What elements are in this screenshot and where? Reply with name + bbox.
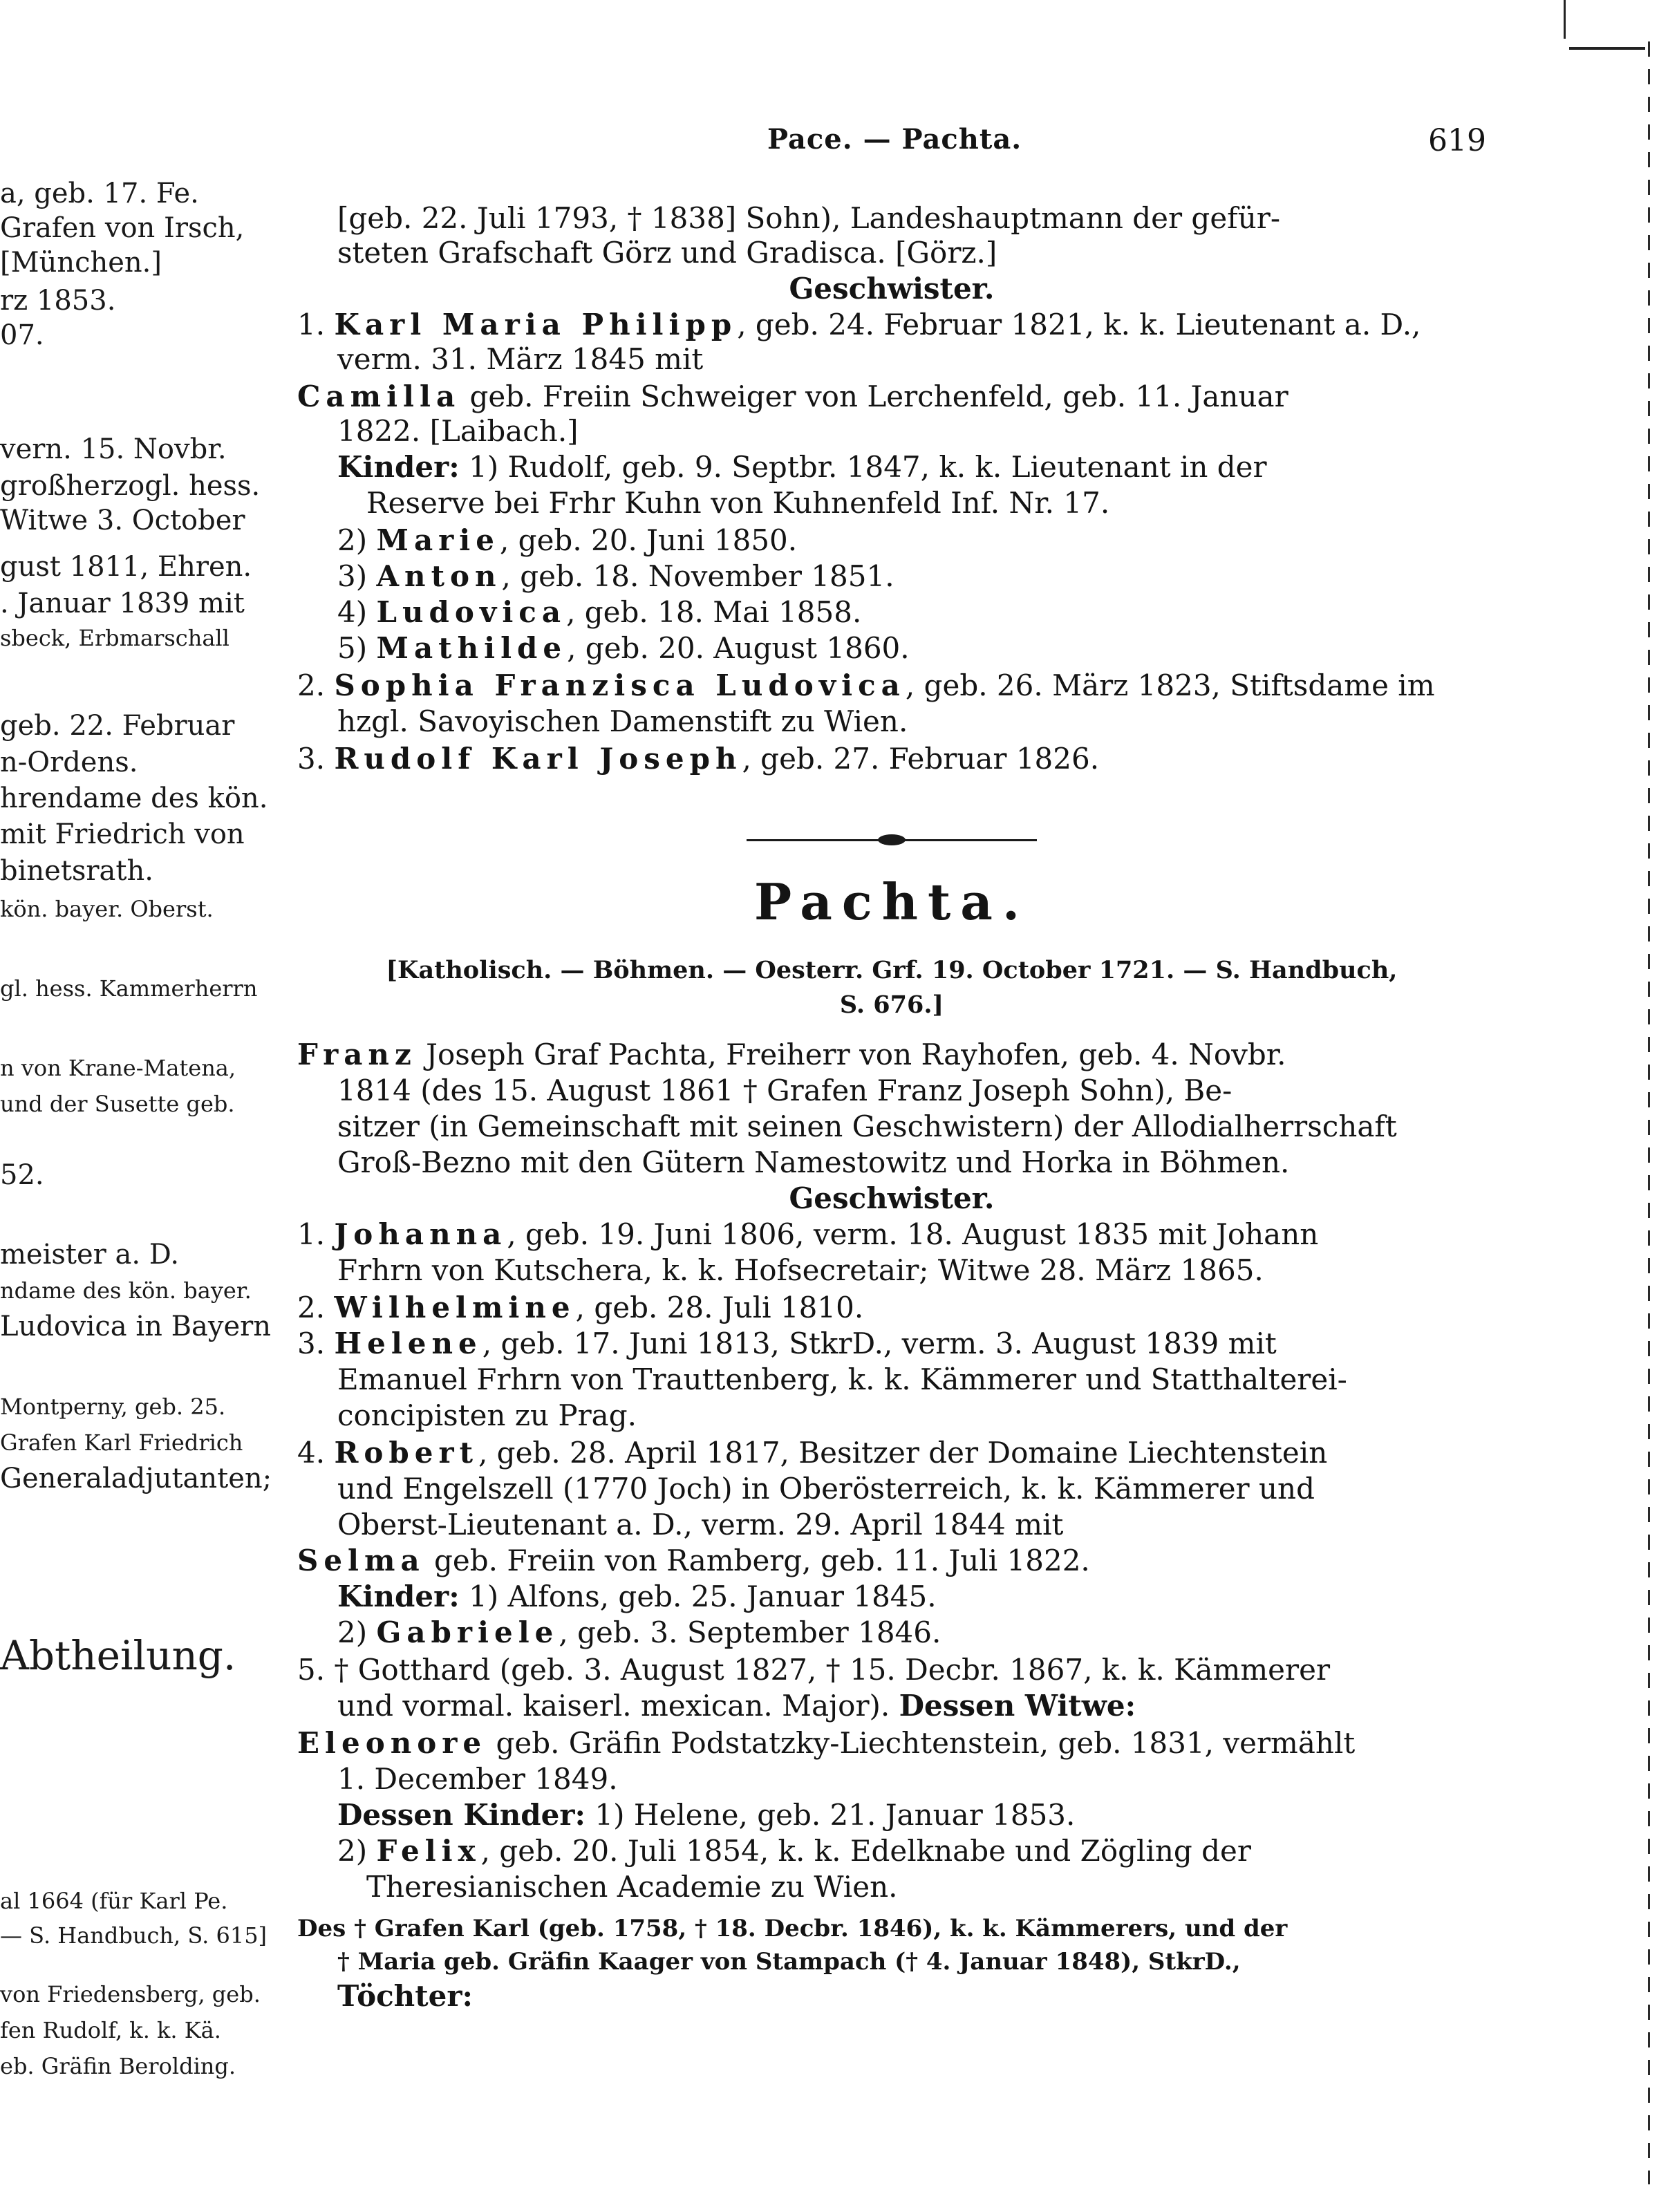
left-page-line: großherzogl. hess.	[0, 470, 261, 502]
line-text: geb. Gräfin Podstatzky-Liechtenstein, geb. 1831, vermählt	[487, 1726, 1356, 1760]
pachta-line	[337, 1579, 937, 1615]
left-page-line: rz 1853.	[0, 285, 116, 317]
line-text: und Engelszell (1770 Joch) in Oberösterreich, k. k. Kämmerer und	[337, 1472, 1315, 1506]
closing-line: † Maria geb. Gräfin Kaager von Stampach († 4. Januar 1848), StkrD.,	[337, 1948, 1241, 1976]
pace-line	[366, 485, 1109, 521]
page-number: 619	[1428, 123, 1486, 158]
pace-line	[297, 307, 1421, 343]
pace-line	[337, 704, 908, 740]
person-name: Gabriele	[376, 1615, 559, 1649]
line-text: , geb. 28. April 1817, Besitzer der Domaine Liechtenstein	[478, 1436, 1328, 1470]
person-name: Eleonore	[297, 1726, 487, 1760]
person-name: Selma	[297, 1544, 425, 1577]
line-text: , geb. 18. Mai 1858.	[566, 595, 862, 629]
left-page-line: 07.	[0, 319, 44, 351]
line-text: , geb. 27. Februar 1826.	[742, 742, 1100, 776]
bold-label: Kinder:	[337, 450, 460, 484]
person-name: Rudolf Karl Joseph	[334, 742, 742, 776]
line-text: verm. 31. März 1845 mit	[337, 342, 704, 376]
pachta-line	[297, 1217, 1318, 1253]
person-name: Karl Maria Philipp	[334, 308, 738, 341]
left-page-line: meister a. D.	[0, 1239, 180, 1271]
line-text: , geb. 20. Juli 1854, k. k. Edelknabe und Zögling der	[480, 1834, 1251, 1868]
pace-line	[297, 668, 1435, 704]
pachta-line	[297, 1435, 1327, 1471]
left-page-line: gl. hess. Kammerherrn	[0, 975, 258, 1002]
running-title: Pace. — Pachta.	[767, 123, 1022, 156]
left-page-line: 52.	[0, 1159, 44, 1191]
pace-line	[337, 235, 997, 271]
pachta-line	[297, 1543, 1090, 1579]
person-name: Franz	[297, 1038, 417, 1071]
line-text: geb. Freiin Schweiger von Lerchenfeld, geb. 11. Januar	[460, 379, 1288, 413]
section-heading	[297, 271, 1486, 307]
person-name: Anton	[376, 559, 502, 593]
person-name: Sophia Franzisca Ludovica	[334, 668, 906, 702]
left-page-line: sbeck, Erbmarschall	[0, 625, 229, 651]
line-text: 1) Alfons, geb. 25. Januar 1845.	[459, 1580, 937, 1613]
entry-number: 1.	[297, 308, 335, 341]
bold-label: Dessen Kinder:	[337, 1798, 586, 1832]
pachta-line	[337, 1145, 1289, 1181]
left-page-line: binetsrath.	[0, 855, 153, 887]
line-text: , geb. 20. Juni 1850.	[499, 523, 798, 557]
pachta-line	[297, 1037, 1286, 1073]
line-text: , geb. 20. August 1860.	[567, 631, 910, 665]
line-text: , geb. 3. September 1846.	[559, 1615, 941, 1649]
line-text: steten Grafschaft Görz und Gradisca. [Görz.]	[337, 236, 997, 270]
running-head	[297, 123, 1486, 165]
section-heading	[297, 1181, 1486, 1217]
left-page-line: Grafen Karl Friedrich	[0, 1430, 243, 1456]
entry-number: 4)	[337, 595, 377, 629]
left-page-line: Witwe 3. October	[0, 505, 245, 536]
line-text: Geschwister.	[789, 272, 995, 306]
left-page-line: ndame des kön. bayer.	[0, 1277, 252, 1304]
pace-line	[297, 741, 1099, 777]
line-text: Oberst-Lieutenant a. D., verm. 29. April 1844 mit	[337, 1508, 1064, 1541]
left-page-line: — S. Handbuch, S. 615]	[0, 1922, 268, 1949]
left-page-line: n-Ordens.	[0, 747, 138, 778]
pachta-line	[297, 1652, 1330, 1688]
pace-line	[337, 200, 1280, 236]
intro-line: [Katholisch. — Böhmen. — Oesterr. Grf. 19. October 1721. — S. Handbuch,	[386, 956, 1398, 984]
line-text: Reserve bei Frhr Kuhn von Kuhnenfeld Inf. Nr. 17.	[366, 486, 1110, 520]
person-name: Marie	[376, 523, 500, 557]
scan-edge-mark	[1569, 47, 1645, 50]
line-text: geb. Freiin von Ramberg, geb. 11. Juli 1822.	[424, 1544, 1090, 1577]
pachta-line	[337, 1253, 1264, 1288]
pachta-line	[337, 1073, 1232, 1109]
pachta-line	[337, 1615, 941, 1651]
line-text: Frhrn von Kutschera, k. k. Hofsecretair; Witwe 28. März 1865.	[337, 1253, 1264, 1287]
left-page-line: n von Krane-Matena,	[0, 1055, 236, 1081]
section-ornament	[747, 833, 1037, 847]
pace-line	[337, 630, 910, 666]
pachta-line	[337, 1362, 1347, 1398]
entry-number: 3.	[297, 742, 335, 776]
line-text: , geb. 17. Juni 1813, StkrD., verm. 3. August 1839 mit	[482, 1327, 1277, 1360]
scan-edge-line	[1648, 41, 1650, 2184]
entry-number: 2)	[337, 523, 377, 557]
intro-line: S. 676.]	[839, 991, 944, 1019]
left-page-line: geb. 22. Februar	[0, 710, 235, 742]
pachta-line	[337, 1471, 1315, 1507]
closing-line: Des † Grafen Karl (geb. 1758, † 18. Decbr. 1846), k. k. Kämmerers, und der	[297, 1915, 1288, 1942]
left-page-line: fen Rudolf, k. k. Kä.	[0, 2017, 221, 2043]
entry-number: 4.	[297, 1436, 335, 1470]
left-page-line: a, geb. 17. Fe.	[0, 178, 199, 209]
pachta-line	[337, 1761, 618, 1797]
pachta-line	[366, 1869, 898, 1905]
left-page-fragment	[0, 0, 272, 2212]
line-text: , geb. 24. Februar 1821, k. k. Lieutenant a. D.,	[737, 308, 1421, 341]
line-text: [geb. 22. Juli 1793, † 1838] Sohn), Landeshauptmann der gefür-	[337, 201, 1281, 235]
line-text: Groß-Bezno mit den Gütern Namestowitz und Horka in Böhmen.	[337, 1145, 1290, 1179]
line-text: 1) Rudolf, geb. 9. Septbr. 1847, k. k. Lieutenant in der	[459, 450, 1267, 484]
line-text: , geb. 19. Juni 1806, verm. 18. August 1835 mit Johann	[507, 1217, 1319, 1251]
pachta-line	[297, 1326, 1277, 1362]
person-name: Camilla	[297, 379, 461, 413]
left-page-line: al 1664 (für Karl Pe.	[0, 1888, 228, 1914]
line-text: Geschwister.	[789, 1181, 995, 1215]
entry-number: 3)	[337, 559, 377, 593]
pace-line	[337, 594, 861, 630]
entry-number: 5)	[337, 631, 377, 665]
pachta-line	[337, 1398, 637, 1434]
line-text: Emanuel Frhrn von Trauttenberg, k. k. Kämmerer und Statthalterei-	[337, 1362, 1347, 1396]
left-page-line: Ludovica in Bayern	[0, 1311, 272, 1342]
person-name: Mathilde	[376, 631, 568, 665]
person-name: Robert	[334, 1436, 478, 1470]
person-name: Johanna	[334, 1217, 507, 1251]
entry-number: 5. †	[297, 1653, 358, 1687]
entry-number: 2)	[337, 1834, 377, 1868]
person-name: Felix	[376, 1834, 481, 1868]
pace-line	[297, 379, 1288, 415]
left-page-line: und der Susette geb.	[0, 1091, 235, 1117]
line-text: 1) Helene, geb. 21. Januar 1853.	[585, 1798, 1076, 1832]
pace-line	[337, 341, 703, 377]
line-text: 1. December 1849.	[337, 1762, 618, 1796]
left-page-line: . Januar 1839 mit	[0, 588, 245, 619]
pachta-line	[337, 1797, 1075, 1833]
left-page-line: mit Friedrich von	[0, 818, 245, 850]
scan-edge-mark	[1564, 0, 1566, 39]
left-page-line: Abtheilung.	[0, 1632, 236, 1679]
bold-label: Kinder:	[337, 1580, 460, 1613]
line-text: , geb. 28. Juli 1810.	[575, 1291, 864, 1324]
closing-line: Töchter:	[337, 1979, 473, 2013]
pace-line	[337, 523, 797, 559]
left-page-line: kön. bayer. Oberst.	[0, 896, 214, 922]
line-text: 1814 (des 15. August 1861 † Grafen Franz Joseph Sohn), Be-	[337, 1074, 1232, 1107]
line-text: und vormal. kaiserl. mexican. Major).	[337, 1689, 899, 1723]
line-text: , geb. 26. März 1823, Stiftsdame im	[905, 668, 1435, 702]
pachta-line	[337, 1109, 1397, 1145]
person-name: Ludovica	[376, 595, 567, 629]
entry-number: 3.	[297, 1327, 335, 1360]
entry-number: 1.	[297, 1217, 335, 1251]
line-text: 1822. [Laibach.]	[337, 414, 579, 448]
left-page-line: von Friedensberg, geb.	[0, 1981, 261, 2007]
left-page-line: eb. Gräfin Berolding.	[0, 2053, 236, 2079]
line-text: Joseph Graf Pachta, Freiherr von Rayhofen, geb. 4. Novbr.	[416, 1038, 1286, 1071]
entry-number: 2)	[337, 1615, 377, 1649]
pachta-line	[297, 1290, 863, 1326]
left-page-line: Montperny, geb. 25.	[0, 1394, 226, 1420]
left-page-line: vern. 15. Novbr.	[0, 433, 227, 465]
left-page-line: gust 1811, Ehren.	[0, 551, 252, 583]
left-page-line: hrendame des kön.	[0, 782, 268, 814]
pachta-line	[337, 1833, 1251, 1869]
bold-label: Dessen Witwe:	[899, 1689, 1136, 1723]
line-text: Gotthard (geb. 3. August 1827, † 15. Decbr. 1867, k. k. Kämmerer	[357, 1653, 1331, 1687]
left-page-line: Grafen von Irsch,	[0, 212, 245, 244]
person-name: Helene	[334, 1327, 482, 1360]
pachta-line	[297, 1725, 1355, 1761]
line-text: , geb. 18. November 1851.	[501, 559, 894, 593]
pace-line	[337, 413, 579, 449]
line-text: hzgl. Savoyischen Damenstift zu Wien.	[337, 704, 908, 738]
entry-number: 2.	[297, 668, 335, 702]
family-title: Pachta.	[753, 872, 1030, 931]
left-page-line: [München.]	[0, 247, 162, 279]
pachta-line	[337, 1507, 1063, 1543]
left-page-line: Generaladjutanten;	[0, 1463, 272, 1494]
line-text: concipisten zu Prag.	[337, 1398, 637, 1432]
pace-line	[337, 449, 1267, 485]
pachta-line	[337, 1688, 1136, 1724]
person-name: Wilhelmine	[334, 1291, 576, 1324]
entry-number: 2.	[297, 1291, 335, 1324]
line-text: sitzer (in Gemeinschaft mit seinen Geschwistern) der Allodialherrschaft	[337, 1109, 1397, 1143]
pace-line	[337, 559, 894, 594]
line-text: Theresianischen Academie zu Wien.	[366, 1870, 898, 1904]
page	[297, 0, 1486, 2212]
